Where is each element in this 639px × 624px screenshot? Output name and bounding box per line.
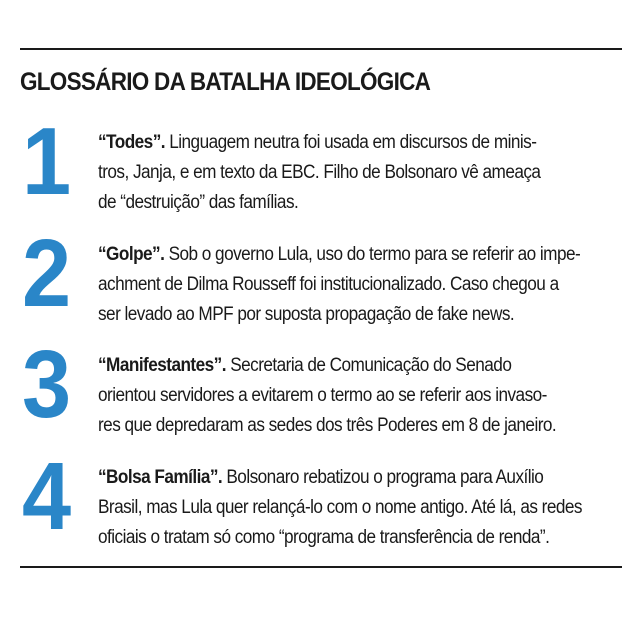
entry-line-2: orientou servidores a evitarem o termo ao se referir aos invaso-: [98, 385, 547, 406]
entry-text: [98, 463, 605, 553]
entry-line-1: [98, 240, 605, 270]
entry-line-1: [98, 128, 605, 158]
entry-text: [98, 351, 605, 441]
entry-line-3: res que depredaram as sedes dos três Poderes em 8 de janeiro.: [98, 415, 557, 436]
entry-term: “Golpe”.: [98, 244, 165, 265]
entry-term: “Todes”.: [98, 132, 165, 153]
entry-line-2: Brasil, mas Lula quer relançá-lo com o nome antigo. Até lá, as redes: [98, 497, 582, 518]
entry-number: 2: [22, 220, 72, 327]
entry-number: 3: [22, 331, 72, 438]
entry-line-1-rest: Secretaria de Comunicação do Senado: [225, 355, 512, 376]
entry-line-3: de “destruição” das famílias.: [98, 192, 299, 213]
entry-line-1: [98, 463, 605, 493]
glossary-title: GLOSSÁRIO DA BATALHA IDEOLÓGICA: [20, 68, 431, 96]
glossary-entry-2: [0, 220, 639, 340]
entry-number: 1: [22, 108, 72, 215]
entry-line-3: ser levado ao MPF por suposta propagação de fake news.: [98, 304, 515, 325]
entry-line-1-rest: Linguagem neutra foi usada em discursos de minis-: [164, 132, 537, 153]
entry-line-1: [98, 351, 605, 381]
entry-text: [98, 128, 605, 218]
top-rule: [20, 48, 622, 50]
entry-term: “Bolsa Família”.: [98, 467, 223, 488]
bottom-rule: [20, 566, 622, 568]
entry-number: 4: [22, 443, 72, 550]
glossary-entry-3: [0, 331, 639, 451]
entry-term: “Manifestantes”.: [98, 355, 226, 376]
entry-line-3: oficiais o tratam só como “programa de transferência de renda”.: [98, 527, 550, 548]
glossary-entry-1: [0, 108, 639, 228]
entry-line-1-rest: Bolsonaro rebatizou o programa para Auxílio: [222, 467, 544, 488]
entry-line-1-rest: Sob o governo Lula, uso do termo para se referir ao impe-: [164, 244, 581, 265]
entry-text: [98, 240, 605, 330]
entry-line-2: tros, Janja, e em texto da EBC. Filho de Bolsonaro vê ameaça: [98, 162, 541, 183]
glossary-entry-4: [0, 443, 639, 563]
entry-line-2: achment de Dilma Rousseff foi institucionalizado. Caso chegou a: [98, 274, 559, 295]
